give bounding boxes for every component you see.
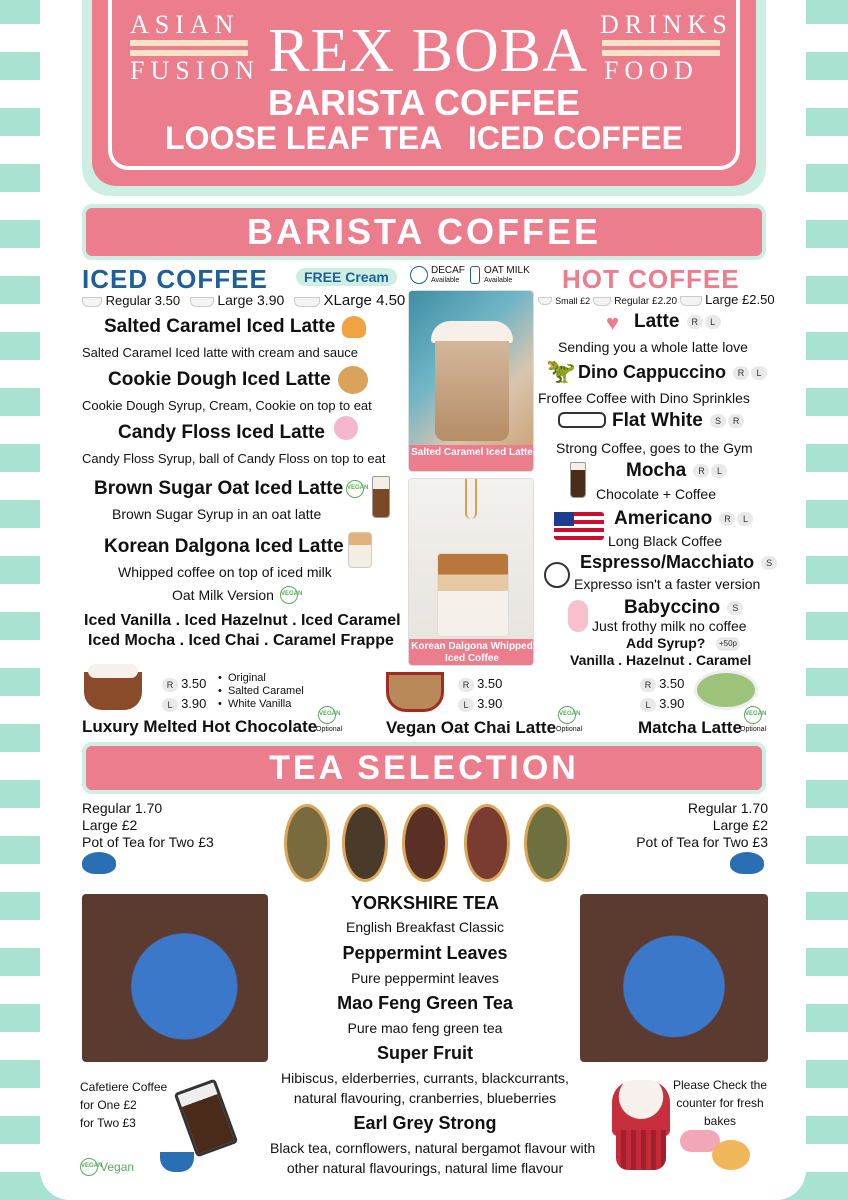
cupcake-wrapper — [616, 1130, 666, 1170]
vegan-icon: VEGAN — [744, 706, 762, 724]
oat-milk-label — [484, 266, 530, 286]
size-r-badge: R — [458, 678, 474, 692]
iced-item-desc: Brown Sugar Syrup in an oat latte — [112, 506, 322, 522]
hot-item-name — [626, 460, 727, 482]
tea-spoon — [402, 804, 448, 882]
iced-item-name: Korean Dalgona Iced Latte — [104, 536, 344, 557]
size-s-badge: S — [761, 556, 777, 570]
iced-size-xlarge: XLarge 4.50 — [323, 292, 406, 309]
decaf-label — [431, 266, 465, 286]
hot-coffee-title: HOT COFFEE — [562, 264, 740, 294]
tea-list — [270, 890, 596, 1178]
tea-desc: Black tea, cornflowers, natural bergamot flavour with — [270, 1140, 596, 1156]
header-asian: ASIAN — [130, 10, 240, 39]
cup-icon — [593, 297, 611, 306]
header-drinks: DRINKS — [600, 10, 733, 39]
marshmallow-top — [88, 664, 138, 678]
oat-milk-version: Oat Milk Version — [172, 587, 274, 603]
whisk — [465, 479, 477, 519]
iced-latte-glass-icon — [372, 476, 390, 518]
size-l-badge: L — [711, 464, 727, 478]
hot-item-label: Babyccino — [624, 597, 721, 618]
dalgona-photo — [408, 478, 534, 666]
size-l-badge: L — [737, 512, 753, 526]
tea-desc: English Breakfast Classic — [346, 919, 504, 935]
iced-item-desc: Salted Caramel Iced latte with cream and sauce — [82, 345, 359, 360]
tea-price: Regular 1.70 — [82, 800, 163, 816]
tea-spoon — [284, 804, 330, 882]
flavour-item: • Original — [218, 672, 266, 684]
oat-milk-icon — [470, 266, 480, 284]
hot-item-desc: Strong Coffee, goes to the Gym — [556, 440, 753, 456]
cupcake-icon — [612, 1080, 670, 1136]
dalgona-glass — [437, 553, 509, 637]
header-bar — [130, 40, 248, 46]
iced-item-name: Brown Sugar Oat Iced Latte — [94, 478, 344, 499]
dumbbell-icon — [558, 412, 606, 428]
tea-name: Earl Grey Strong — [353, 1113, 497, 1133]
tea-selection-banner: TEA SELECTION — [82, 742, 766, 794]
syrup-options: Vanilla . Hazelnut . Caramel — [570, 652, 752, 668]
hot-size-small: Small £2 — [555, 296, 591, 306]
iced-latte-cup — [435, 341, 509, 441]
dinosaur-icon: 🦖 — [546, 358, 576, 385]
tea-spoons-image — [278, 796, 580, 888]
cookie-icon — [338, 366, 368, 394]
hot-item-name — [580, 552, 777, 573]
blue-teapot-icon — [730, 852, 764, 874]
matcha-cup-icon — [694, 670, 758, 710]
stopwatch-icon — [544, 562, 570, 588]
chai-price-r — [456, 676, 502, 692]
price-value: 3.90 — [477, 696, 503, 711]
header-fusion: FUSION — [130, 56, 260, 85]
syrup-price-badge: +50p — [716, 637, 740, 651]
header-food: FOOD — [604, 56, 699, 85]
hot-sizes — [538, 292, 775, 307]
iced-size-large: Large 3.90 — [217, 292, 285, 308]
whipped-cream — [431, 321, 513, 343]
hot-choc-price-l — [160, 696, 206, 712]
hot-item-label: Americano — [614, 508, 713, 529]
candy-floss-icon — [334, 416, 358, 440]
header-line-1: BARISTA COFFEE — [268, 82, 580, 123]
vegan-icon: VEGAN — [558, 706, 576, 724]
bakes-note-line: counter for fresh — [676, 1096, 764, 1110]
salted-caramel-photo — [408, 290, 534, 472]
tea-price: Large £2 — [712, 817, 768, 833]
bakes-note-line: Please Check the — [672, 1078, 768, 1092]
size-r-badge: R — [687, 315, 703, 329]
hot-item-label: Espresso/Macchiato — [580, 552, 755, 572]
hot-item-desc: Long Black Coffee — [608, 533, 723, 549]
usa-flag-icon — [554, 512, 604, 540]
size-l-badge: L — [162, 698, 178, 712]
optional-label: Optional — [740, 726, 767, 733]
price-value: 3.50 — [659, 676, 685, 691]
iced-others-line-2: Iced Mocha . Iced Chai . Caramel Frappe — [88, 632, 394, 649]
flavour-text: Original — [227, 672, 266, 684]
teapot-photo-left — [82, 894, 268, 1062]
teapot-photo-right — [580, 894, 768, 1062]
tea-desc: natural flavouring, cranberries, blueberries — [293, 1090, 557, 1106]
tea-name: YORKSHIRE TEA — [350, 893, 500, 913]
hot-item-label: Dino Cappuccino — [578, 362, 726, 382]
tea-prices-right — [630, 800, 768, 851]
blue-teapot-icon — [82, 852, 116, 874]
size-r-badge: R — [640, 678, 656, 692]
tea-spoon — [342, 804, 388, 882]
oat-milk-available: Available — [484, 277, 513, 284]
bakes-note — [666, 1076, 774, 1130]
tea-desc: Hibiscus, elderberries, currants, blackcurrants, — [281, 1070, 569, 1086]
hot-item-desc: Expresso isn't a faster version — [574, 576, 761, 592]
oat-milk-text: OAT MILK — [484, 265, 530, 276]
hot-item-desc: Sending you a whole latte love — [558, 339, 748, 355]
hot-item-name — [578, 362, 767, 383]
hot-chocolate-name: Luxury Melted Hot Chocolate — [82, 717, 318, 736]
iced-item-desc: Whipped coffee on top of iced milk — [118, 564, 332, 580]
cafetiere-two: for Two £3 — [80, 1116, 136, 1130]
vegan-icon: VEGAN — [280, 586, 298, 604]
tea-price: Large £2 — [82, 817, 138, 833]
add-syrup-label: Add Syrup? — [626, 635, 706, 651]
hot-size-regular: Regular £2.20 — [614, 296, 678, 307]
hot-item-label: Flat White — [612, 410, 703, 431]
cafetiere-title: Cafetiere Coffee — [80, 1080, 168, 1094]
size-l-badge: L — [458, 698, 474, 712]
iced-others-line-1: Iced Vanilla . Iced Hazelnut . Iced Caramel — [84, 612, 401, 629]
iced-item-name: Salted Caramel Iced Latte — [104, 316, 336, 337]
hot-item-name — [612, 410, 744, 432]
cafetiere-info — [80, 1078, 167, 1132]
iced-item-desc: Cookie Dough Syrup, Cream, Cookie on top to eat — [82, 398, 372, 413]
photo-caption: Korean Dalgona Whipped Iced Coffee — [409, 639, 534, 666]
price-value: 3.50 — [477, 676, 503, 691]
dalgona-icon — [348, 532, 372, 568]
flavour-item: • White Vanilla — [218, 698, 292, 710]
size-l-badge: L — [640, 698, 656, 712]
iced-size-regular: Regular 3.50 — [105, 293, 181, 308]
header-bar — [602, 40, 720, 46]
hot-choc-price-r — [160, 676, 206, 692]
size-s-badge: S — [710, 414, 726, 428]
tea-desc: Pure peppermint leaves — [351, 970, 499, 986]
flavour-text: Salted Caramel — [227, 685, 304, 697]
bakes-note-line: bakes — [703, 1114, 737, 1128]
price-value: 3.90 — [659, 696, 685, 711]
vegan-icon: VEGAN — [318, 706, 336, 724]
flag-canton — [554, 512, 574, 526]
tea-prices-left — [82, 800, 214, 851]
iced-item-name: Cookie Dough Iced Latte — [108, 369, 331, 390]
cafetiere-one: for One £2 — [80, 1098, 137, 1112]
optional-label: Optional — [556, 726, 583, 733]
chai-latte-name: Vegan Oat Chai Latte — [386, 718, 557, 737]
header-line-2: LOOSE LEAF TEA ICED COFFEE — [165, 120, 683, 156]
iced-sizes — [82, 292, 405, 309]
tea-desc: Pure mao feng green tea — [347, 1020, 503, 1036]
optional-label: Optional — [316, 726, 343, 733]
matcha-price-r — [638, 676, 684, 692]
decaf-text: DECAF — [431, 265, 465, 276]
chai-price-l — [456, 696, 502, 712]
matcha-price-l — [638, 696, 684, 712]
photo-caption: Salted Caramel Iced Latte — [409, 445, 534, 472]
matcha-latte-name: Matcha Latte — [638, 718, 742, 737]
size-r-badge: R — [719, 512, 735, 526]
decaf-icon — [410, 266, 428, 284]
size-r-badge: R — [728, 414, 744, 428]
tea-name: Mao Feng Green Tea — [337, 993, 513, 1013]
macaron-icon — [712, 1140, 750, 1170]
hot-item-label: Latte — [634, 311, 680, 332]
cup-icon — [82, 297, 102, 307]
brand-title: REX BOBA — [268, 17, 588, 85]
size-r-badge: R — [733, 366, 749, 380]
barista-coffee-banner: BARISTA COFFEE — [82, 204, 766, 260]
iced-item-name: Candy Floss Iced Latte — [118, 422, 325, 443]
cup-icon — [294, 297, 320, 307]
tea-name: Peppermint Leaves — [342, 943, 508, 963]
hot-item-name — [634, 311, 721, 333]
size-l-badge: L — [751, 366, 767, 380]
baby-icon — [568, 600, 588, 632]
tea-price: Regular 1.70 — [687, 800, 768, 816]
flavour-text: White Vanilla — [227, 698, 292, 710]
tea-spoon — [464, 804, 510, 882]
tea-price: Pot of Tea for Two £3 — [82, 834, 214, 850]
tea-spoon — [524, 804, 570, 882]
hot-item-label: Mocha — [626, 460, 687, 481]
vegan-icon: VEGAN — [80, 1158, 98, 1176]
price-value: 3.90 — [181, 696, 207, 711]
hot-item-name — [624, 597, 743, 619]
size-l-badge: L — [705, 315, 721, 329]
hot-item-desc: Froffee Coffee with Dino Sprinkles — [538, 390, 750, 406]
size-s-badge: S — [727, 601, 743, 615]
caramel-icon — [342, 316, 366, 338]
iced-item-desc: Candy Floss Syrup, ball of Candy Floss on top to eat — [82, 451, 386, 466]
tea-desc: other natural flavourings, natural lime flavour — [286, 1160, 564, 1176]
decaf-available: Available — [431, 277, 460, 284]
cup-icon — [190, 297, 214, 307]
hot-choc-flavours — [218, 672, 304, 711]
free-cream-badge: FREE Cream — [296, 268, 397, 286]
size-r-badge: R — [693, 464, 709, 478]
cup-icon — [538, 297, 552, 305]
mocha-glass-icon — [570, 462, 586, 498]
price-value: 3.50 — [181, 676, 207, 691]
tea-price: Pot of Tea for Two £3 — [636, 834, 768, 850]
hot-item-name — [614, 508, 753, 530]
size-r-badge: R — [162, 678, 178, 692]
iced-coffee-title: ICED COFFEE — [82, 264, 268, 294]
flavour-item: • Salted Caramel — [218, 685, 304, 697]
heart-icon: ♥ — [606, 310, 620, 335]
hot-item-desc: Chocolate + Coffee — [596, 486, 716, 502]
hot-size-large: Large £2.50 — [705, 292, 775, 307]
hot-item-desc: Just frothy milk no coffee — [592, 618, 747, 634]
chai-mug-icon — [386, 672, 444, 712]
vegan-legend-label: Vegan — [100, 1160, 135, 1174]
cup-icon — [680, 296, 702, 306]
tea-name: Super Fruit — [376, 1043, 473, 1063]
vegan-icon: VEGAN — [346, 480, 364, 498]
